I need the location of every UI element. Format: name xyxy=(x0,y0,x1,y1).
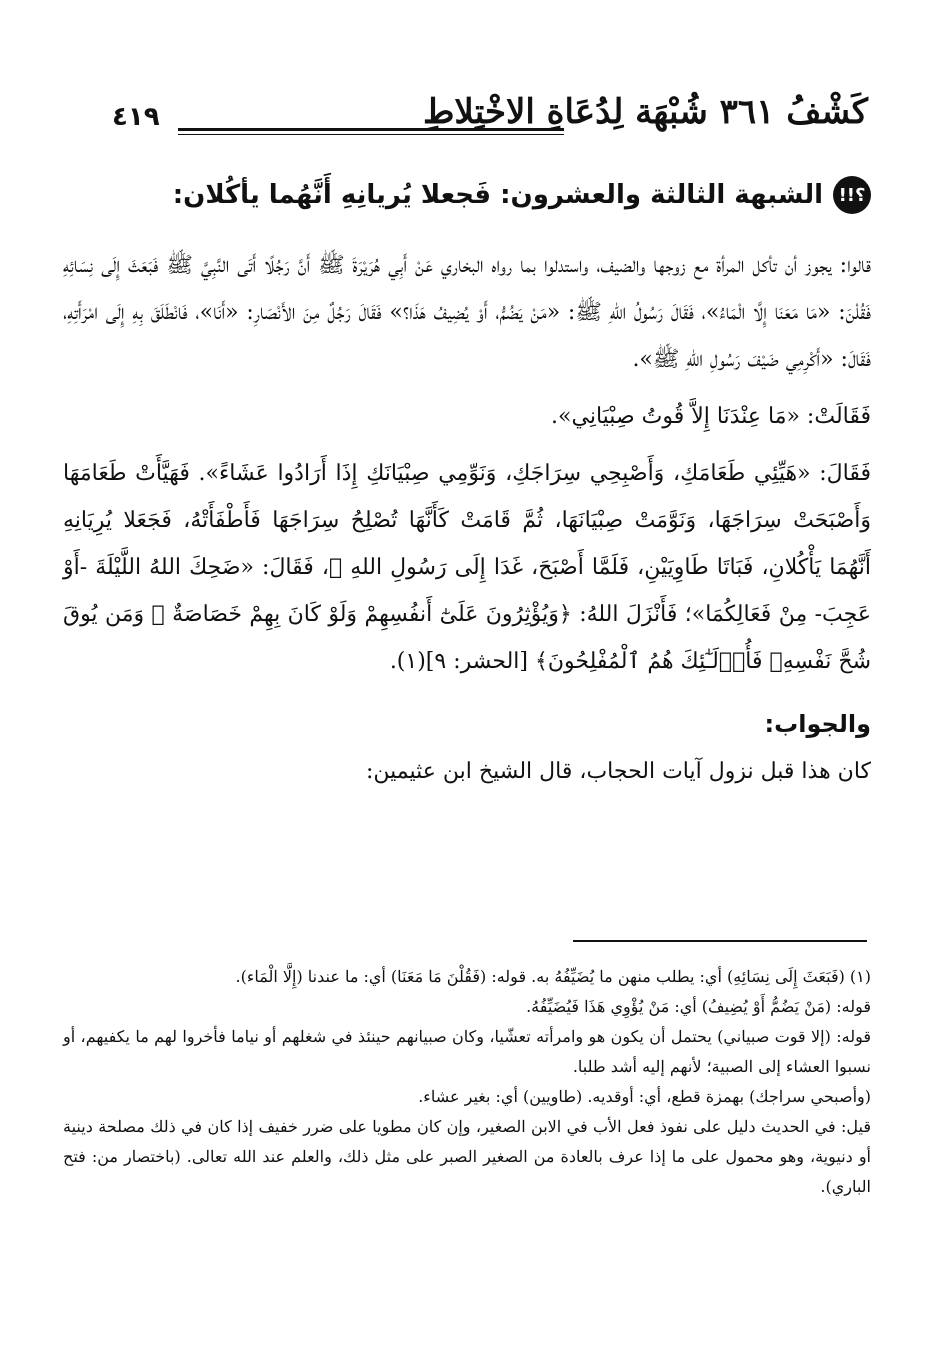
footnote-line: (وأصبحي سراجك) بهمزة قطع، أي: أوقديه. (طاويين) أي: بغير عشاء. xyxy=(418,1087,871,1106)
footnote-line: (١) (فَبَعَثَ إِلَى نِسَائِهِ) أي: يطلب منهن ما يُضَيِّفُهُ به. قوله: (فَقُلْنَ مَا مَعَنَا) أي: ما عندنا (إِلَّا الْمَاء). xyxy=(235,967,871,986)
footnote-line: قيل: في الحديث دليل على نفوذ فعل الأب في الابن الصغير، وإن كان مطويا على ضرر خفيف إذا كان في ذلك مصلحة دينية أو دنيوية، وهو محمول على ما إذا عرف بالعادة من الصغير الصبر على مثل ذلك، والعلم عند الله تعالى. (باختصار من: فتح الباري). xyxy=(63,1117,871,1196)
page-header xyxy=(112,88,868,148)
body-paragraph: فَقَالَتْ: «مَا عِنْدَنَا إِلاَّ قُوتُ صِبْيَانِي». xyxy=(551,404,871,429)
page-number: ٤١٩ xyxy=(112,102,160,132)
body-paragraph: فَقَالَ: «هَيِّئِي طَعَامَكِ، وَأَصْبِحِي سِرَاجَكِ، وَنَوِّمِي صِبْيَانَكِ إِذَا أَرَادُوا عَشَاءً». فَهَيَّأَتْ طَعَامَهَا وَأَصْبَحَتْ سِرَاجَهَا، وَنَوَّمَتْ صِبْيَانَهَا، ثُمَّ قَامَتْ كَأَنَّهَا تُصْلِحُ سِرَاجَهَا فَأَطْفَأَتْهُ، فَجَعَلا يُرِيَانِهِ أَنَّهُمَا يَأْكُلانِ، فَبَاتَا طَاوِيَيْنِ، فَلَمَّا أَصْبَحَ، غَدَا إِلَى رَسُولِ اللهِ ﷺ، فَقَالَ: «ضَحِكَ اللهُ اللَّيْلَةَ -أَوْ عَجِبَ- مِنْ فَعَالِكُمَا»؛ فَأَنْزَلَ اللهُ: ﴿وَيُؤْثِرُونَ عَلَىٰٓ أَنفُسِهِمْ وَلَوْ كَانَ بِهِمْ خَصَاصَةٌ ۚ وَمَن يُوقَ شُحَّ نَفْسِهِۦ فَأُو۟لَـٰٓئِكَ هُمُ ٱلْمُفْلِحُونَ﴾ [الحشر: ٩](١). xyxy=(63,461,871,674)
header-rule xyxy=(178,128,564,131)
book-title: كَشْفُ ٣٦١ شُبْهَة لِدُعَاةِ الاخْتِلاطِ xyxy=(422,92,868,132)
answer-heading: والجواب: xyxy=(764,710,871,738)
header-rule-thin xyxy=(178,134,564,135)
question-exclamation-icon: ؟!! xyxy=(833,176,871,214)
footnotes xyxy=(63,962,871,1202)
section-heading xyxy=(81,176,871,214)
main-body xyxy=(63,242,871,795)
body-paragraph: قالوا: يجوز أن تأكل المرأة مع زوجها والضيف، واستدلوا بما رواه البخاري عَنْ أَبِي هُرَيْرَةَ ﷺ أَنَّ رَجُلًا أَتَى النَّبِيَّ ﷺ فَبَعَثَ إِلَى نِسَائِهِ فَقُلْنَ: «مَا مَعَنَا إِلَّا الْمَاءُ»، فَقَالَ رَسُولُ اللهِ ﷺ: «مَنْ يَضُمُّ، أَوْ يُضِيفُ هَذَا؟» فَقَالَ رَجُلٌ مِنَ الأَنْصَارِ: «أَنَا»، فَانْطَلَقَ بِهِ إِلَى امْرَأَتِهِ، فَقَالَ: «أَكْرِمِي ضَيْفَ رَسُولِ اللهِ ﷺ». xyxy=(63,253,871,372)
footnote-divider xyxy=(573,940,867,942)
footnote-line: قوله: (مَنْ يَضُمُّ أَوْ يُضِيفُ) أي: مَنْ يُؤْوِي هَذَا فَيُضَيِّفُهُ. xyxy=(526,997,871,1016)
section-heading-text: الشبهة الثالثة والعشرون: فَجعلا يُريانِهِ أَنَّهُما يأكُلان: xyxy=(172,180,823,210)
footnote-line: قوله: (إلا قوت صبياني) يحتمل أن يكون هو وامرأته تعشّيا، وكان صبيانهم حينئذ في شغلهم أو نياما فأخروا لهم ما يكفيهم، أو نسبوا العشاء إلى الصبية؛ لأنهم إليه أشد طلبا. xyxy=(63,1027,871,1076)
answer-text: كان هذا قبل نزول آيات الحجاب، قال الشيخ ابن عثيمين: xyxy=(366,759,871,784)
